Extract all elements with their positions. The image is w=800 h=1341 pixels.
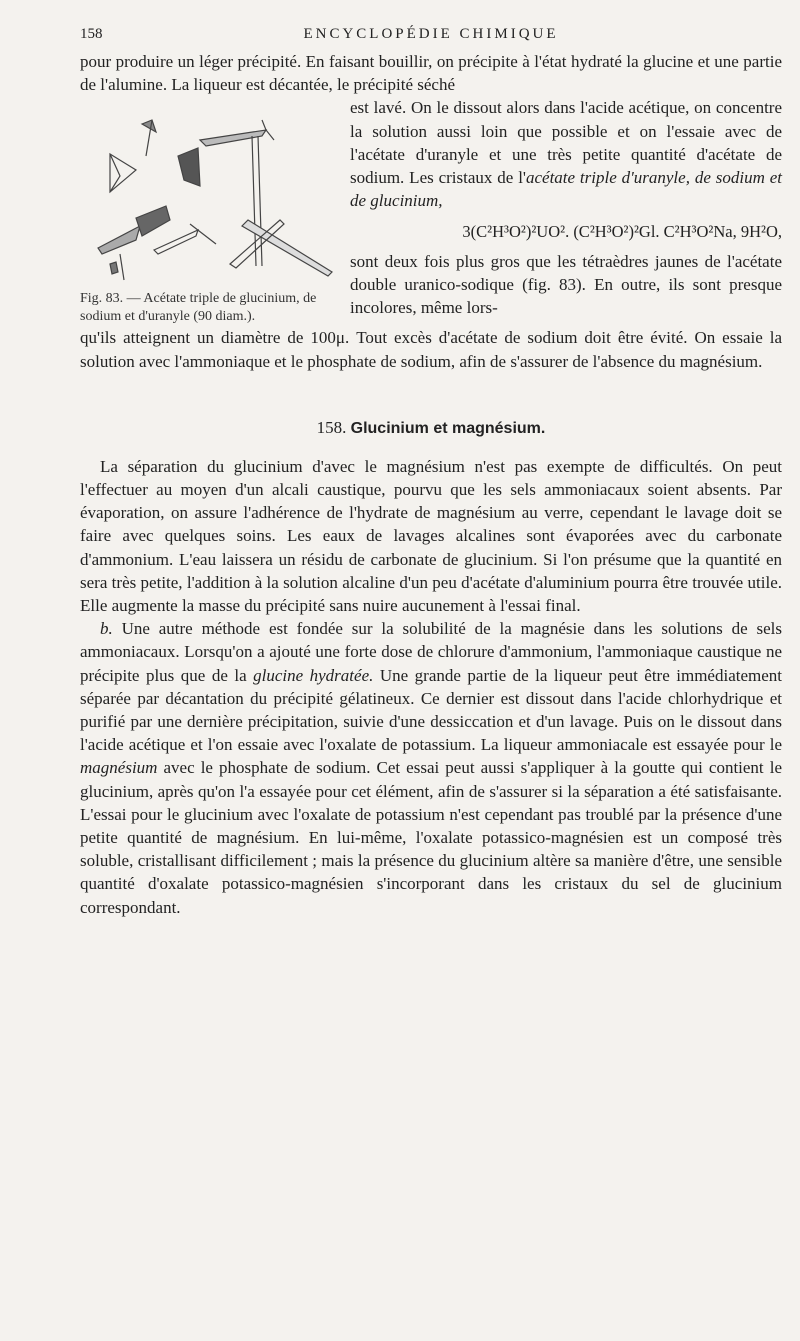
figure: [80, 96, 342, 326]
paragraph-2: La séparation du glucinium d'avec le magnésium n'est pas exempte de difficultés. On peut l'effectuer au moyen d'un alcali caustique, pourvu que les sels ammoniacaux soient absents. Par évaporation, on assure l'adhérence de l'hydrate de magnésium au verre, cependant le lavage doit se faire avec quelques soins. Les eaux de lavages alcalines sont évaporées avec du carbonate d'ammonium. L'eau laissera un résidu de carbonate de glucinium. Si l'on présume que la quantité en sera très petite, l'addition à la solution alcaline d'un peu d'acétate d'aluminium pourra être trouvée utile. Elle augmente la masse du précipité sans nuire aucunement à l'essai final.: [80, 456, 782, 616]
chemical-formula: 3(C²H³O²)²UO². (C²H³O²)²Gl. C²H³O²Na, 9H²O,: [462, 222, 782, 242]
crystal-drawing-icon: [80, 96, 342, 286]
paragraph-3-part3: avec le phosphate de sodium. Cet essai peut aussi s'appliquer à la goutte qui contient le glucinium, après qu'on l'a essayée pour cet élément, afin de s'assurer si la séparation a été satisfaisante. L'essai pour le glucinium avec l'oxalate de potassium n'est cependant pas troublé par la présence d'une petite quantité de magnésium. En lui-même, l'oxalate potassico-magnésien est un composé très soluble, cristallisant difficilement ; mais la présence du glucinium altère sa manière d'être, une sensible quantité d'oxalate potassico-magnésien s'incorporant dans les cristaux du sel de glucinium correspondant.: [80, 758, 782, 917]
running-head: [80, 20, 782, 50]
page: [80, 20, 782, 919]
section-heading: [80, 418, 782, 438]
paragraph-1-side: [350, 96, 782, 212]
paragraph-1-side-after: sont deux fois plus gros que les tétraèdres jaunes de l'acétate double uranico-sodique (fig. 83). En outre, ils sont presque incolores, même lors-: [350, 251, 782, 318]
figure-side-text: [342, 96, 782, 326]
paragraph-3-lead: b.: [100, 619, 113, 639]
paragraph-3-part2: Une grande partie de la liqueur peut être immédiatement séparée par décantation du précipité gélatineux. Ce dernier est dissout dans l'acide chlorhydrique et purifié par une dernière précipitation, suivie d'une dessiccation et d'un lavage. Puis on le dissout dans l'acide acétique et l'on essaie avec l'oxalate de potassium. La liqueur ammoniacale est essayée pour le: [80, 665, 782, 755]
running-title: ENCYCLOPÉDIE CHIMIQUE: [303, 26, 559, 42]
figure-block: [80, 96, 782, 326]
paragraph-1-side-text: est lavé. On le dissout alors dans l'acide acétique, on concentre la solution aussi loin que possible et on l'essaie avec de l'acétate d'uranyle et une très petite quantité d'acétate de sodium. Les cristaux de l': [350, 98, 782, 188]
paragraph-1-bottom: qu'ils atteignent un diamètre de 100μ. Tout excès d'acétate de sodium doit être évité. On essaie la solution avec l'ammoniaque et le phosphate de sodium, afin de s'assurer de l'absence du magnésium.: [80, 328, 782, 371]
figure-caption: Fig. 83. — Acétate triple de glucinium, de sodium et d'uranyle (90 diam.).: [80, 291, 317, 325]
paragraph-3: [80, 617, 782, 919]
paragraph-1-top: pour produire un léger précipité. En faisant bouillir, on précipite à l'état hydraté la glucine et une partie de l'alumine. La liqueur est décantée, le précipité séché: [80, 52, 782, 95]
page-number: 158: [80, 26, 103, 42]
paragraph-1-side-italic: acétate triple d'uranyle, de sodium et de glucinium,: [350, 168, 782, 211]
paragraph-3-italic1: glucine hydratée.: [253, 665, 374, 685]
section-number: 158.: [316, 417, 347, 437]
paragraph-3-part1: Une autre méthode est fondée sur la solubilité de la magnésie dans les solutions de sels ammoniacaux. Lorsqu'on a ajouté une forte dose de chlorure d'ammonium, l'ammoniaque caustique ne précipite plus que de la: [80, 619, 782, 685]
paragraph-3-italic2: magnésium: [80, 758, 158, 778]
section-title: Glucinium et magnésium.: [350, 419, 546, 437]
